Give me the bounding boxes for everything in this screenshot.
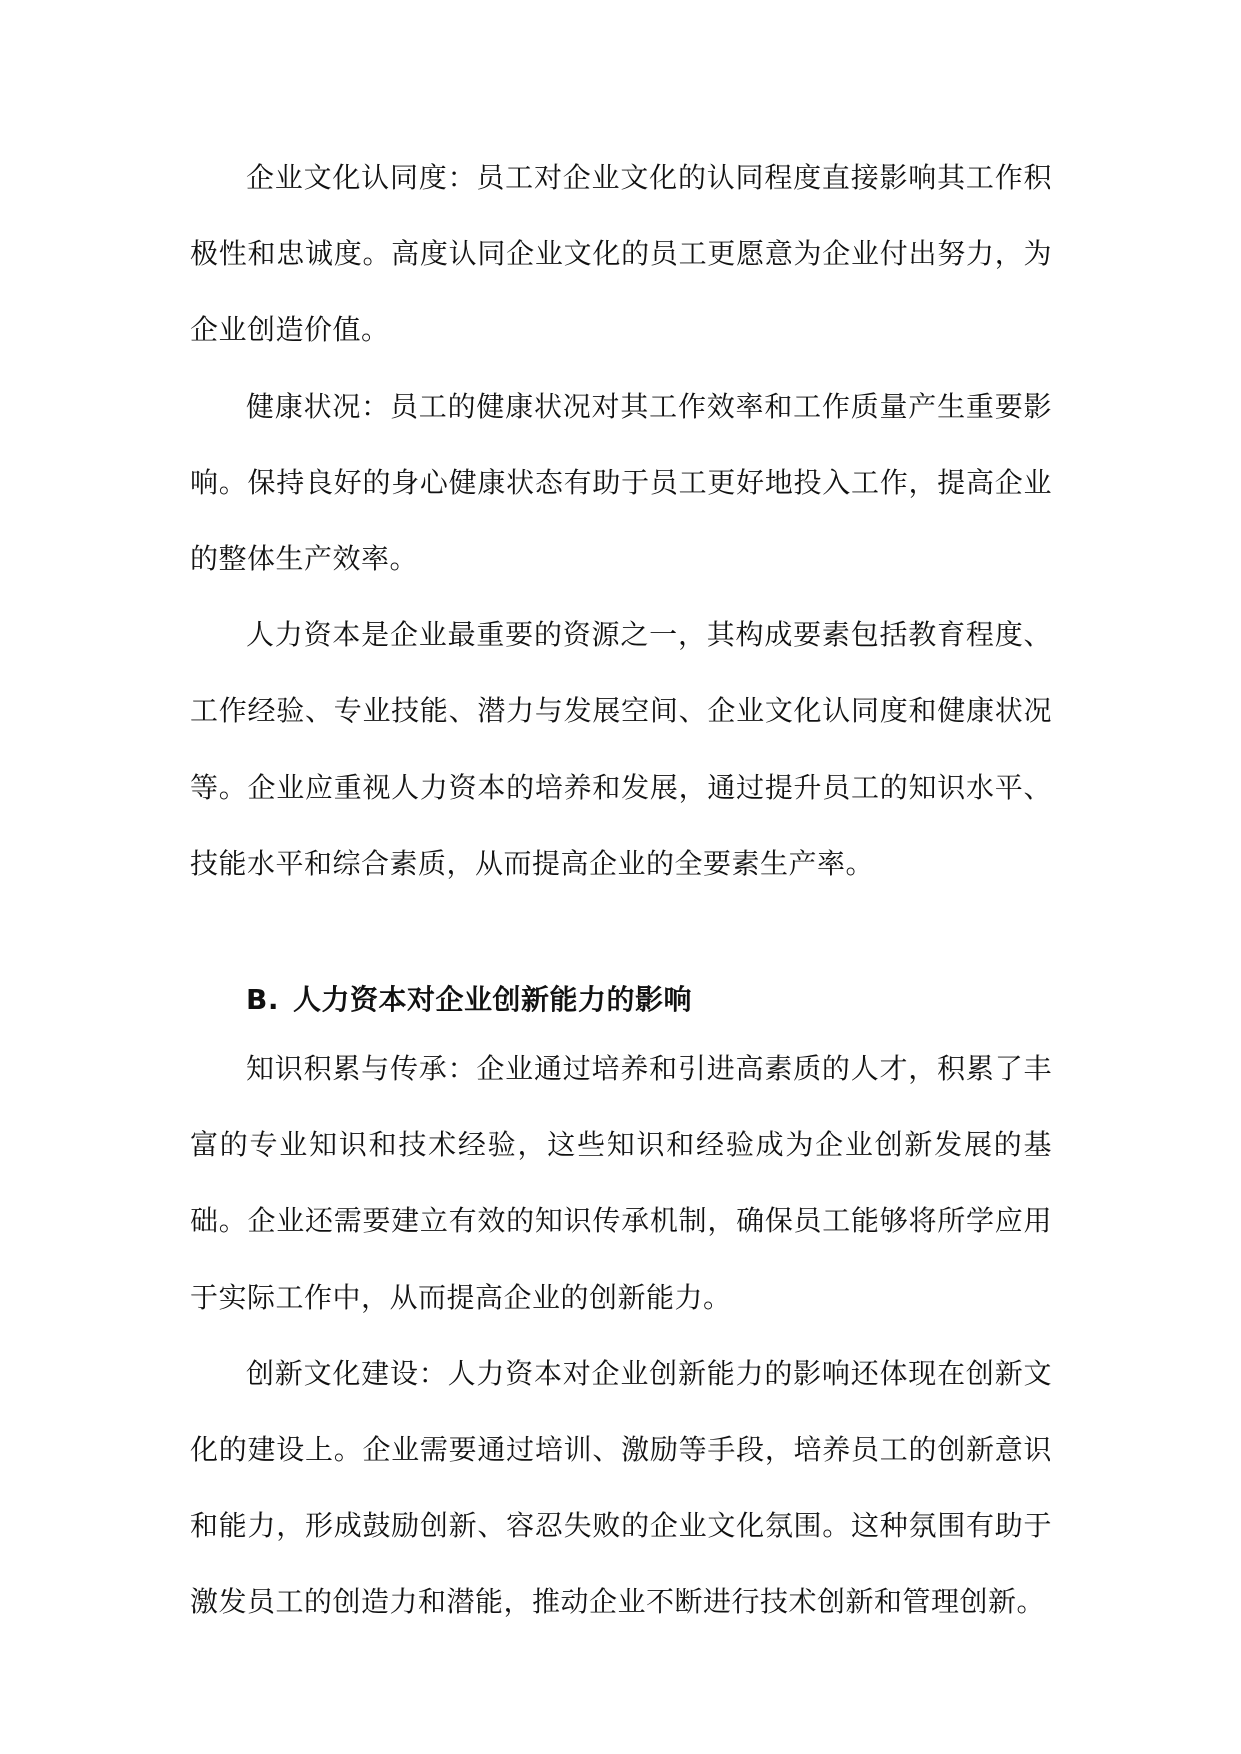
paragraph-health-status: 健康状况：员工的健康状况对其工作效率和工作质量产生重要影响。保持良好的身心健康状态有助于员工更好地投入工作，提高企业的整体生产效率。 bbox=[190, 389, 1052, 576]
paragraph-human-capital-summary: 人力资本是企业最重要的资源之一，其构成要素包括教育程度、工作经验、专业技能、潜力与发展空间、企业文化认同度和健康状况等。企业应重视人力资本的培养和发展，通过提升员工的知识水平、技能水平和综合素质，从而提高企业的全要素生产率。 bbox=[190, 618, 1052, 880]
section-heading-b bbox=[190, 969, 1052, 1031]
paragraph-knowledge-accumulation: 知识积累与传承：企业通过培养和引进高素质的人才，积累了丰富的专业知识和技术经验，这些知识和经验成为企业创新发展的基础。企业还需要建立有效的知识传承机制，确保员工能够将所学应用于实际工作中，从而提高企业的创新能力。 bbox=[190, 1052, 1052, 1314]
paragraph-culture-identity: 企业文化认同度：员工对企业文化的认同程度直接影响其工作积极性和忠诚度。高度认同企业文化的员工更愿意为企业付出努力，为企业创造价值。 bbox=[190, 161, 1052, 347]
page-body bbox=[190, 140, 1052, 1641]
section-number: B. bbox=[246, 983, 279, 1017]
section-title: 人力资本对企业创新能力的影响 bbox=[292, 983, 692, 1017]
paragraph-innovation-culture: 创新文化建设：人力资本对企业创新能力的影响还体现在创新文化的建设上。企业需要通过培训、激励等手段，培养员工的创新意识和能力，形成鼓励创新、容忍失败的企业文化氛围。这种氛围有助于激发员工的创造力和潜能，推动企业不断进行技术创新和管理创新。 bbox=[190, 1356, 1052, 1619]
